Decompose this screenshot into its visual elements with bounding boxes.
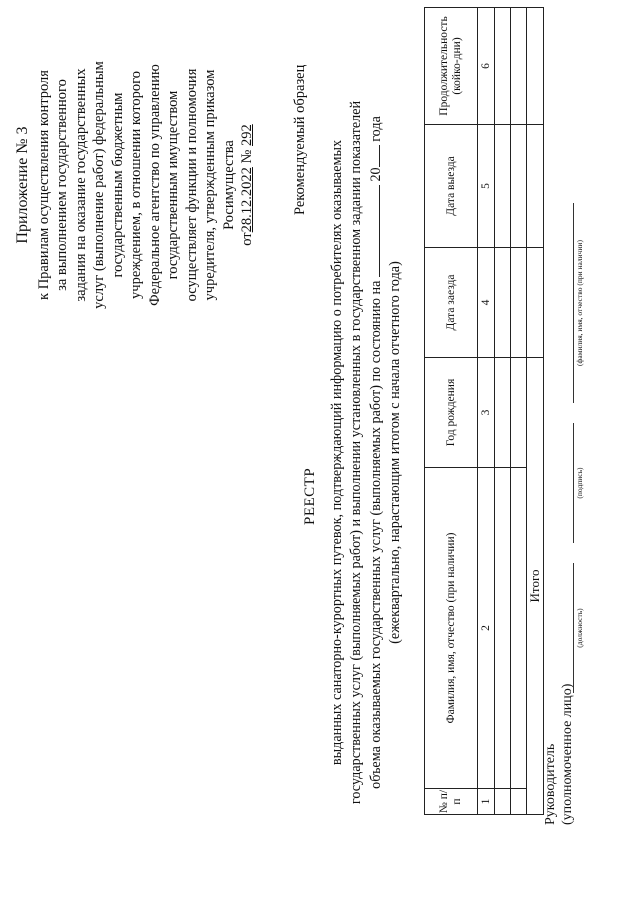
register-table bbox=[424, 7, 544, 815]
column-number: 2 bbox=[478, 468, 495, 789]
appendix-line: к Правилам осуществления контроля bbox=[35, 70, 52, 300]
intro-line-date bbox=[365, 0, 386, 905]
table-cell bbox=[495, 8, 511, 125]
table-cell bbox=[495, 125, 511, 248]
appendix-line: учреждением, в отношении которого bbox=[128, 71, 144, 299]
table-cell bbox=[511, 8, 527, 125]
total-label: Итого bbox=[527, 358, 544, 815]
intro-line: государственных услуг (выполняемых работ) и выполнении установленных в государственном задании показателей bbox=[347, 100, 364, 805]
column-number: 1 bbox=[478, 789, 495, 815]
intro-line: выданных санаторно-курортных путевок, подтверждающий информацию о потребителях оказываемых bbox=[329, 139, 345, 766]
intro-line: (ежеквартально, нарастающим итогом с начала отчетного года) bbox=[386, 261, 403, 644]
order-prefix: от bbox=[239, 232, 255, 246]
order-date: 28.12.2022 bbox=[239, 167, 255, 233]
table-cell bbox=[511, 789, 527, 815]
table-row bbox=[495, 8, 511, 815]
appendix-line: услуг (выполнение работ) федеральным bbox=[91, 61, 107, 309]
appendix-title: Приложение № 3 bbox=[14, 126, 31, 244]
column-number: 6 bbox=[478, 8, 495, 125]
table-cell bbox=[495, 358, 511, 468]
appendix-line: Федеральное агентство по управлению bbox=[146, 64, 163, 306]
appendix-line: учредителя, утвержденным приказом bbox=[202, 69, 218, 301]
intro-line-prefix: объема оказываемых государственных услуг (выполняемых работ) по состоянию на bbox=[368, 280, 385, 789]
col-header-number: № п/п bbox=[425, 789, 478, 815]
col-header-fullname: Фамилия, имя, отчество (при наличии) bbox=[425, 468, 478, 789]
column-number: 5 bbox=[478, 125, 495, 248]
appendix-line: за выполнением государственного bbox=[54, 79, 70, 291]
table-cell bbox=[511, 248, 527, 358]
appendix-line: осуществляет функции и полномочия bbox=[183, 68, 200, 302]
col-header-duration: Продолжительность (койко-дни) bbox=[425, 8, 478, 125]
order-reference bbox=[238, 35, 257, 335]
table-cell bbox=[527, 8, 544, 125]
fullname-line bbox=[572, 203, 574, 403]
date-blank bbox=[365, 185, 380, 277]
signature-role-note: (уполномоченное лицо) bbox=[560, 683, 575, 825]
appendix-line: задания на оказание государственных bbox=[72, 68, 89, 302]
appendix-block bbox=[14, 35, 257, 335]
col-header-arrival-date: Дата заезда bbox=[425, 248, 478, 358]
position-line bbox=[572, 563, 574, 693]
signature-caption: (подпись) bbox=[575, 467, 584, 499]
signature-role: Руководитель bbox=[543, 743, 558, 825]
intro-text bbox=[328, 0, 404, 905]
year-suffix: года bbox=[368, 116, 385, 142]
appendix-line: государственным имуществом bbox=[165, 90, 181, 280]
table-cell bbox=[511, 358, 527, 468]
order-number-prefix: № bbox=[239, 149, 255, 164]
column-number: 4 bbox=[478, 248, 495, 358]
table-row-column-numbers bbox=[478, 8, 495, 815]
table-header-row bbox=[425, 8, 478, 815]
table-cell bbox=[527, 248, 544, 358]
table-cell bbox=[527, 125, 544, 248]
table-row bbox=[511, 8, 527, 815]
table-cell bbox=[495, 468, 511, 789]
year-prefix: 20 bbox=[368, 167, 385, 182]
table-cell bbox=[495, 248, 511, 358]
appendix-line: Росимущества bbox=[220, 140, 237, 230]
fullname-caption: (фамилия, имя, отчество (при наличии) bbox=[575, 240, 584, 366]
year-blank bbox=[365, 145, 380, 167]
order-number: 292 bbox=[239, 124, 255, 146]
table-cell bbox=[495, 789, 511, 815]
signature-line bbox=[572, 423, 574, 543]
recommended-sample-label: Рекомендуемый образец bbox=[292, 64, 308, 215]
col-header-departure-date: Дата выезда bbox=[425, 125, 478, 248]
table-cell bbox=[511, 468, 527, 789]
col-header-birth-year: Год рождения bbox=[425, 358, 478, 468]
appendix-line: государственным бюджетным bbox=[109, 92, 126, 278]
signature-title bbox=[542, 684, 576, 825]
table-cell bbox=[511, 125, 527, 248]
position-caption: (должность) bbox=[575, 608, 584, 648]
table-row-total bbox=[527, 8, 544, 815]
column-number: 3 bbox=[478, 358, 495, 468]
document-title: РЕЕСТР bbox=[302, 467, 318, 525]
